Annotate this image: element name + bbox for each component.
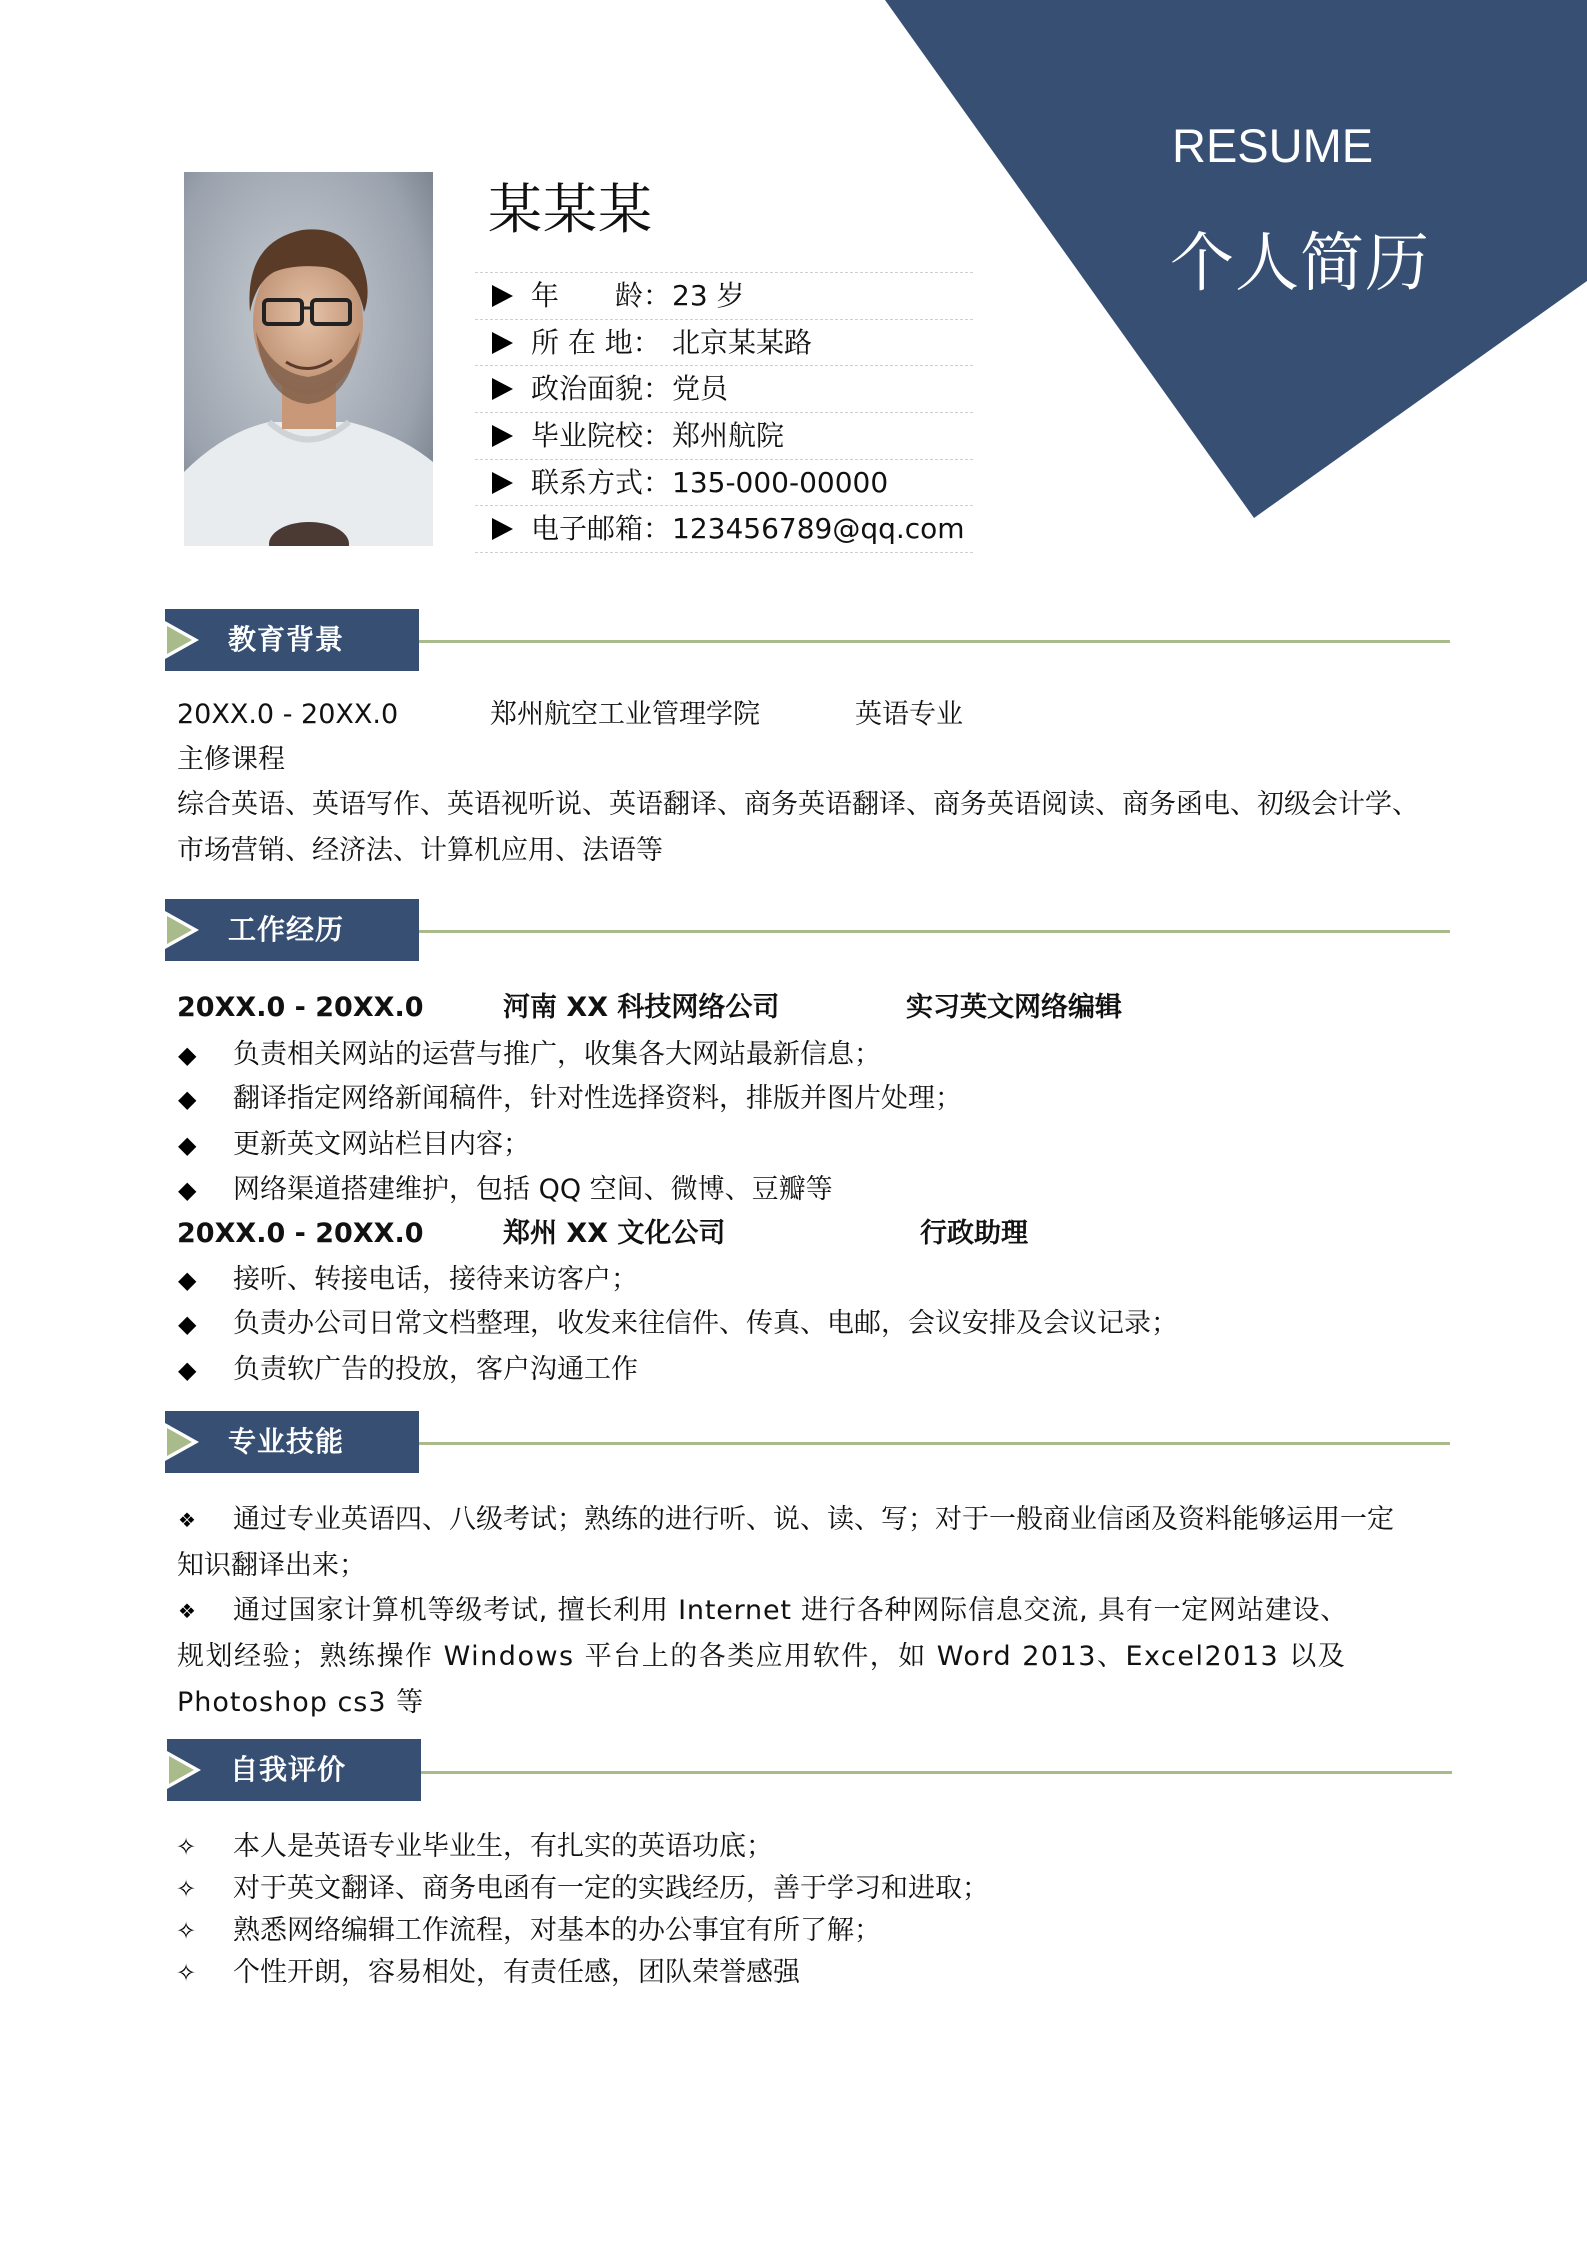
section-divider — [419, 930, 1450, 933]
info-row-school — [475, 412, 973, 459]
diamond-bullet-icon: ◆ — [178, 1176, 197, 1204]
info-row-phone — [475, 459, 973, 506]
info-row-political-status — [475, 365, 973, 412]
courses-line-2: 市场营销、经济法、计算机应用、法语等 — [177, 835, 663, 866]
info-value: 党员 — [672, 372, 729, 406]
section-header-skills — [165, 1411, 419, 1473]
job-duty: 接听、转接电话，接待来访客户； — [233, 1264, 638, 1295]
job-duty: 负责相关网站的运营与推广，收集各大网站最新信息； — [233, 1039, 881, 1070]
info-row-age — [475, 272, 973, 319]
personal-info-list — [475, 272, 973, 553]
info-label: 毕业院校： — [531, 419, 672, 453]
portrait-image — [184, 172, 433, 546]
play-triangle-fill — [169, 1756, 194, 1784]
triangle-bullet-icon — [492, 518, 513, 540]
education-major: 英语专业 — [855, 699, 963, 730]
info-value: 郑州航院 — [672, 419, 785, 453]
info-label: 政治面貌： — [531, 372, 672, 406]
info-value: 北京某某路 — [672, 325, 813, 359]
play-triangle-fill — [167, 1428, 192, 1456]
info-row-location — [475, 319, 973, 366]
job-position: 行政助理 — [920, 1218, 1028, 1249]
skill-line: Photoshop cs3 等 — [177, 1687, 425, 1718]
info-label: 所 在 地： — [531, 325, 661, 359]
banner-title-cn: 个人简历 — [1170, 227, 1430, 301]
self-eval-item: 对于英文翻译、商务电函有一定的实践经历，善于学习和进取； — [233, 1873, 989, 1904]
section-divider — [419, 1442, 1450, 1445]
sparkle-bullet-icon: ✧ — [176, 1875, 197, 1903]
section-title: 自我评价 — [230, 1753, 347, 1786]
triangle-bullet-icon — [492, 332, 513, 354]
diamond-bullet-icon: ◆ — [178, 1310, 197, 1338]
triangle-bullet-icon — [492, 285, 513, 307]
info-value: 123456789@qq.com — [672, 512, 965, 546]
section-header-self-evaluation — [167, 1739, 421, 1801]
skill-line: 规划经验；熟练操作 Windows 平台上的各类应用软件，如 Word 2013、Excel2013 以及 — [177, 1641, 1347, 1672]
info-label: 联系方式： — [531, 465, 672, 499]
info-label: 年 龄： — [531, 279, 672, 312]
play-triangle-fill — [167, 626, 192, 654]
triangle-bullet-icon — [492, 472, 513, 494]
courses-label: 主修课程 — [177, 744, 285, 775]
candidate-name: 某某某 — [488, 178, 653, 241]
section-divider — [419, 640, 1450, 643]
self-eval-item: 本人是英语专业毕业生，有扎实的英语功底； — [233, 1831, 773, 1862]
section-title: 工作经历 — [228, 913, 345, 946]
sparkle-bullet-icon: ✧ — [176, 1833, 197, 1861]
section-divider — [421, 1771, 1452, 1774]
section-title: 专业技能 — [228, 1425, 345, 1458]
skill-line: 知识翻译出来； — [177, 1550, 366, 1581]
job-duty: 更新英文网站栏目内容； — [233, 1129, 530, 1160]
job-period: 20XX.0 - 20XX.0 — [177, 992, 424, 1023]
four-diamond-bullet-icon: ❖ — [178, 1599, 196, 1623]
info-row-email — [475, 505, 973, 553]
job-duty: 负责软广告的投放，客户沟通工作 — [233, 1354, 638, 1385]
education-school: 郑州航空工业管理学院 — [490, 699, 760, 730]
education-period: 20XX.0 - 20XX.0 — [177, 699, 399, 730]
diamond-bullet-icon: ◆ — [178, 1356, 197, 1384]
triangle-bullet-icon — [492, 378, 513, 400]
diamond-bullet-icon: ◆ — [178, 1266, 197, 1294]
self-eval-item: 个性开朗，容易相处，有责任感，团队荣誉感强 — [233, 1957, 800, 1988]
job-company: 郑州 XX 文化公司 — [503, 1218, 726, 1249]
diamond-bullet-icon: ◆ — [178, 1131, 197, 1159]
info-value: 23 岁 — [672, 279, 745, 312]
four-diamond-bullet-icon: ❖ — [178, 1508, 196, 1532]
profile-photo — [184, 172, 433, 546]
sparkle-bullet-icon: ✧ — [176, 1959, 197, 1987]
section-title: 教育背景 — [228, 623, 345, 656]
banner-title-en: RESUME — [1172, 119, 1374, 172]
job-duty: 网络渠道搭建维护，包括 QQ 空间、微博、豆瓣等 — [233, 1174, 833, 1205]
job-duty: 翻译指定网络新闻稿件，针对性选择资料，排版并图片处理； — [233, 1083, 962, 1114]
triangle-bullet-icon — [492, 425, 513, 447]
sparkle-bullet-icon: ✧ — [176, 1917, 197, 1945]
self-eval-item: 熟悉网络编辑工作流程，对基本的办公事宜有所了解； — [233, 1915, 881, 1946]
job-duty: 负责办公司日常文档整理，收发来往信件、传真、电邮，会议安排及会议记录； — [233, 1308, 1178, 1339]
job-position: 实习英文网络编辑 — [906, 992, 1122, 1023]
section-header-work — [165, 899, 419, 961]
job-company: 河南 XX 科技网络公司 — [503, 992, 780, 1023]
diamond-bullet-icon: ◆ — [178, 1041, 197, 1069]
section-header-education — [165, 609, 419, 671]
skill-line: 通过国家计算机等级考试, 擅长利用 Internet 进行各种网际信息交流, 具有一定网站建设、 — [233, 1595, 1349, 1626]
job-period: 20XX.0 - 20XX.0 — [177, 1218, 424, 1249]
info-label: 电子邮箱： — [531, 512, 672, 546]
diamond-bullet-icon: ◆ — [178, 1085, 197, 1113]
info-value: 135-000-00000 — [672, 465, 889, 499]
skill-line: 通过专业英语四、八级考试；熟练的进行听、说、读、写；对于一般商业信函及资料能够运用一定 — [233, 1504, 1394, 1535]
courses-line-1: 综合英语、英语写作、英语视听说、英语翻译、商务英语翻译、商务英语阅读、商务函电、初级会计学、 — [177, 789, 1419, 820]
play-triangle-fill — [167, 916, 192, 944]
